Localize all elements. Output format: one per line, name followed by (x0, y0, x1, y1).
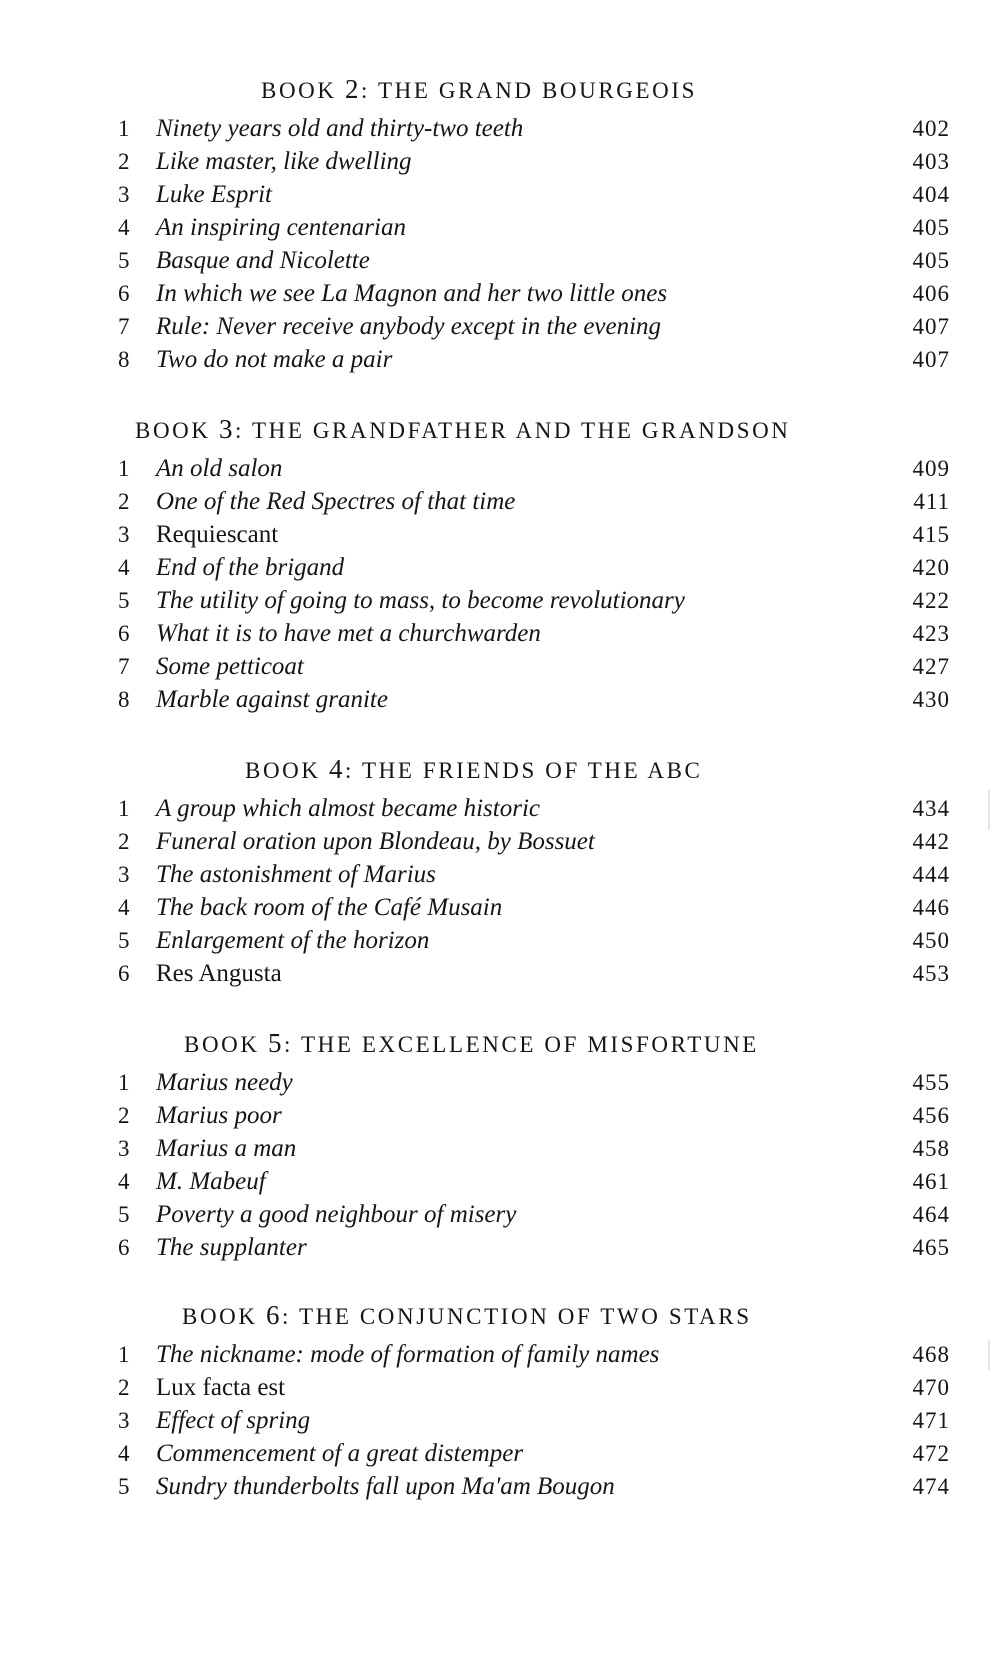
chapter-title: Poverty a good neighbour of misery (156, 1201, 517, 1228)
chapter-title: Commencement of a great distemper (156, 1440, 524, 1467)
chapter-page: 472 (912, 1441, 950, 1466)
chapter-number: 3 (118, 182, 130, 207)
book-heading (118, 412, 950, 446)
chapter-number: 8 (118, 347, 130, 372)
chapter-title: Like master, like dwelling (156, 148, 412, 175)
chapter-title: End of the brigand (156, 554, 345, 581)
chapter-entry[interactable] (118, 1404, 950, 1437)
chapter-entry[interactable] (118, 1437, 950, 1470)
chapter-number: 2 (118, 489, 130, 514)
chapter-title: Sundry thunderbolts fall upon Ma'am Bougon (156, 1473, 615, 1500)
chapter-entry[interactable] (118, 1231, 950, 1264)
book-section-4 (118, 752, 950, 990)
chapter-page: 471 (912, 1408, 950, 1433)
book-heading (118, 1298, 950, 1332)
chapter-number: 2 (118, 149, 130, 174)
chapter-list (118, 792, 950, 990)
chapter-title: Ninety years old and thirty-two teeth (156, 115, 524, 142)
chapter-page: 450 (912, 928, 950, 953)
chapter-title: An old salon (156, 455, 283, 482)
chapter-list (118, 1066, 950, 1264)
chapter-number: 5 (118, 928, 130, 953)
chapter-number: 5 (118, 248, 130, 273)
chapter-page: 456 (912, 1103, 950, 1128)
chapter-entry[interactable] (118, 825, 950, 858)
book-section-3 (118, 412, 950, 716)
chapter-number: 6 (118, 961, 130, 986)
chapter-entry[interactable] (118, 112, 950, 145)
book-title: THE GRAND BOURGEOIS (377, 78, 697, 103)
chapter-page: 430 (912, 687, 950, 712)
chapter-number: 7 (118, 654, 130, 679)
chapter-title: The astonishment of Marius (156, 861, 436, 888)
chapter-entry[interactable] (118, 584, 950, 617)
chapter-title: Funeral oration upon Blondeau, by Bossuet (156, 828, 595, 855)
chapter-entry[interactable] (118, 518, 950, 551)
chapter-page: 442 (912, 829, 950, 854)
chapter-page: 415 (912, 522, 950, 547)
chapter-page: 405 (912, 248, 950, 273)
book-label: BOOK (182, 1304, 258, 1329)
chapter-entry[interactable] (118, 1470, 950, 1503)
chapter-title: Some petticoat (156, 653, 304, 680)
chapter-number: 2 (118, 1103, 130, 1128)
chapter-entry[interactable] (118, 452, 950, 485)
book-section-2 (118, 72, 950, 376)
chapter-page: 405 (912, 215, 950, 240)
chapter-entry[interactable] (118, 211, 950, 244)
chapter-title: A group which almost became historic (156, 795, 540, 822)
chapter-entry[interactable] (118, 178, 950, 211)
chapter-entry[interactable] (118, 343, 950, 376)
book-label: BOOK (184, 1032, 260, 1057)
chapter-number: 5 (118, 588, 130, 613)
chapter-number: 5 (118, 1474, 130, 1499)
chapter-title: Enlargement of the horizon (156, 927, 430, 954)
chapter-number: 3 (118, 1408, 130, 1433)
chapter-title: An inspiring centenarian (156, 214, 406, 241)
book-heading (118, 72, 950, 106)
chapter-entry[interactable] (118, 1132, 950, 1165)
chapter-entry[interactable] (118, 1066, 950, 1099)
chapter-page: 420 (912, 555, 950, 580)
book-title: THE GRANDFATHER AND THE GRANDSON (251, 418, 791, 443)
chapter-page: 409 (912, 456, 950, 481)
chapter-entry[interactable] (118, 1371, 950, 1404)
chapter-number: 6 (118, 621, 130, 646)
page-edge-mark (988, 1340, 990, 1370)
chapter-number: 3 (118, 862, 130, 887)
chapter-title: Lux facta est (156, 1374, 286, 1401)
chapter-entry[interactable] (118, 924, 950, 957)
chapter-title: The back room of the Café Musain (156, 894, 503, 921)
chapter-number: 7 (118, 314, 130, 339)
book-number: 6 (265, 1300, 283, 1330)
chapter-number: 1 (118, 1342, 130, 1367)
chapter-title: Marius a man (156, 1135, 297, 1162)
chapter-entry[interactable] (118, 1099, 950, 1132)
chapter-title: Effect of spring (156, 1407, 311, 1434)
chapter-title: What it is to have met a churchwarden (156, 620, 541, 647)
book-section-6 (118, 1298, 950, 1503)
chapter-page: 444 (912, 862, 950, 887)
chapter-number: 6 (118, 281, 130, 306)
chapter-entry[interactable] (118, 858, 950, 891)
chapter-title: Res Angusta (156, 960, 282, 987)
chapter-page: 446 (912, 895, 950, 920)
heading-colon: : (345, 758, 355, 783)
chapter-number: 4 (118, 555, 130, 580)
heading-colon: : (361, 78, 371, 103)
chapter-entry[interactable] (118, 1338, 950, 1371)
chapter-title: Rule: Never receive anybody except in the evening (156, 313, 662, 340)
chapter-title: The utility of going to mass, to become revolutionary (156, 587, 685, 614)
chapter-entry[interactable] (118, 957, 950, 990)
chapter-page: 474 (912, 1474, 950, 1499)
chapter-title: The supplanter (156, 1234, 307, 1261)
book-number: 2 (344, 74, 362, 104)
chapter-number: 1 (118, 456, 130, 481)
chapter-entry[interactable] (118, 244, 950, 277)
chapter-page: 411 (913, 489, 950, 514)
chapter-title: Marius poor (156, 1102, 282, 1129)
book-heading (118, 1026, 950, 1060)
book-number: 4 (328, 754, 346, 784)
chapter-list (118, 112, 950, 376)
chapter-page: 464 (912, 1202, 950, 1227)
chapter-number: 4 (118, 215, 130, 240)
book-heading (118, 752, 950, 786)
chapter-number: 1 (118, 796, 130, 821)
chapter-number: 1 (118, 116, 130, 141)
chapter-entry[interactable] (118, 551, 950, 584)
chapter-page: 402 (912, 116, 950, 141)
chapter-entry[interactable] (118, 145, 950, 178)
chapter-page: 423 (912, 621, 950, 646)
chapter-number: 1 (118, 1070, 130, 1095)
chapter-entry[interactable] (118, 277, 950, 310)
book-number: 5 (267, 1028, 285, 1058)
chapter-entry[interactable] (118, 310, 950, 343)
book-label: BOOK (261, 78, 337, 103)
chapter-entry[interactable] (118, 650, 950, 683)
book-label: BOOK (245, 758, 321, 783)
chapter-entry[interactable] (118, 891, 950, 924)
chapter-page: 453 (912, 961, 950, 986)
chapter-page: 470 (912, 1375, 950, 1400)
book-title: THE CONJUNCTION OF TWO STARS (298, 1304, 752, 1329)
chapter-page: 427 (912, 654, 950, 679)
chapter-number: 6 (118, 1235, 130, 1260)
page-edge-mark (988, 790, 990, 830)
book-number: 3 (218, 414, 236, 444)
chapter-page: 406 (912, 281, 950, 306)
chapter-title: The nickname: mode of formation of family names (156, 1341, 660, 1368)
heading-colon: : (235, 418, 245, 443)
chapter-entry[interactable] (118, 1165, 950, 1198)
chapter-number: 4 (118, 895, 130, 920)
chapter-page: 407 (912, 314, 950, 339)
chapter-number: 5 (118, 1202, 130, 1227)
chapter-title: Basque and Nicolette (156, 247, 370, 274)
book-label: BOOK (135, 418, 211, 443)
chapter-title: Requiescant (156, 521, 279, 548)
chapter-page: 434 (912, 796, 950, 821)
chapter-page: 458 (912, 1136, 950, 1161)
chapter-title: One of the Red Spectres of that time (156, 488, 516, 515)
book-section-5 (118, 1026, 950, 1264)
chapter-number: 2 (118, 829, 130, 854)
chapter-page: 403 (912, 149, 950, 174)
chapter-number: 3 (118, 522, 130, 547)
chapter-page: 404 (912, 182, 950, 207)
chapter-entry[interactable] (118, 1198, 950, 1231)
chapter-title: Two do not make a pair (156, 346, 393, 373)
chapter-entry[interactable] (118, 485, 950, 518)
chapter-entry[interactable] (118, 792, 950, 825)
chapter-number: 4 (118, 1169, 130, 1194)
chapter-entry[interactable] (118, 683, 950, 716)
heading-colon: : (282, 1304, 292, 1329)
heading-colon: : (284, 1032, 294, 1057)
chapter-page: 455 (912, 1070, 950, 1095)
chapter-title: Marius needy (156, 1069, 293, 1096)
chapter-page: 461 (912, 1169, 950, 1194)
chapter-title: Luke Esprit (156, 181, 272, 208)
chapter-number: 2 (118, 1375, 130, 1400)
chapter-number: 8 (118, 687, 130, 712)
chapter-title: M. Mabeuf (156, 1168, 266, 1195)
chapter-title: Marble against granite (156, 686, 388, 713)
book-title: THE EXCELLENCE OF MISFORTUNE (300, 1032, 759, 1057)
chapter-number: 3 (118, 1136, 130, 1161)
book-title: THE FRIENDS OF THE ABC (361, 758, 703, 783)
chapter-page: 407 (912, 347, 950, 372)
chapter-entry[interactable] (118, 617, 950, 650)
chapter-page: 465 (912, 1235, 950, 1260)
chapter-title: In which we see La Magnon and her two little ones (156, 280, 668, 307)
chapter-list (118, 1338, 950, 1503)
chapter-list (118, 452, 950, 716)
chapter-page: 422 (912, 588, 950, 613)
chapter-number: 4 (118, 1441, 130, 1466)
chapter-page: 468 (912, 1342, 950, 1367)
